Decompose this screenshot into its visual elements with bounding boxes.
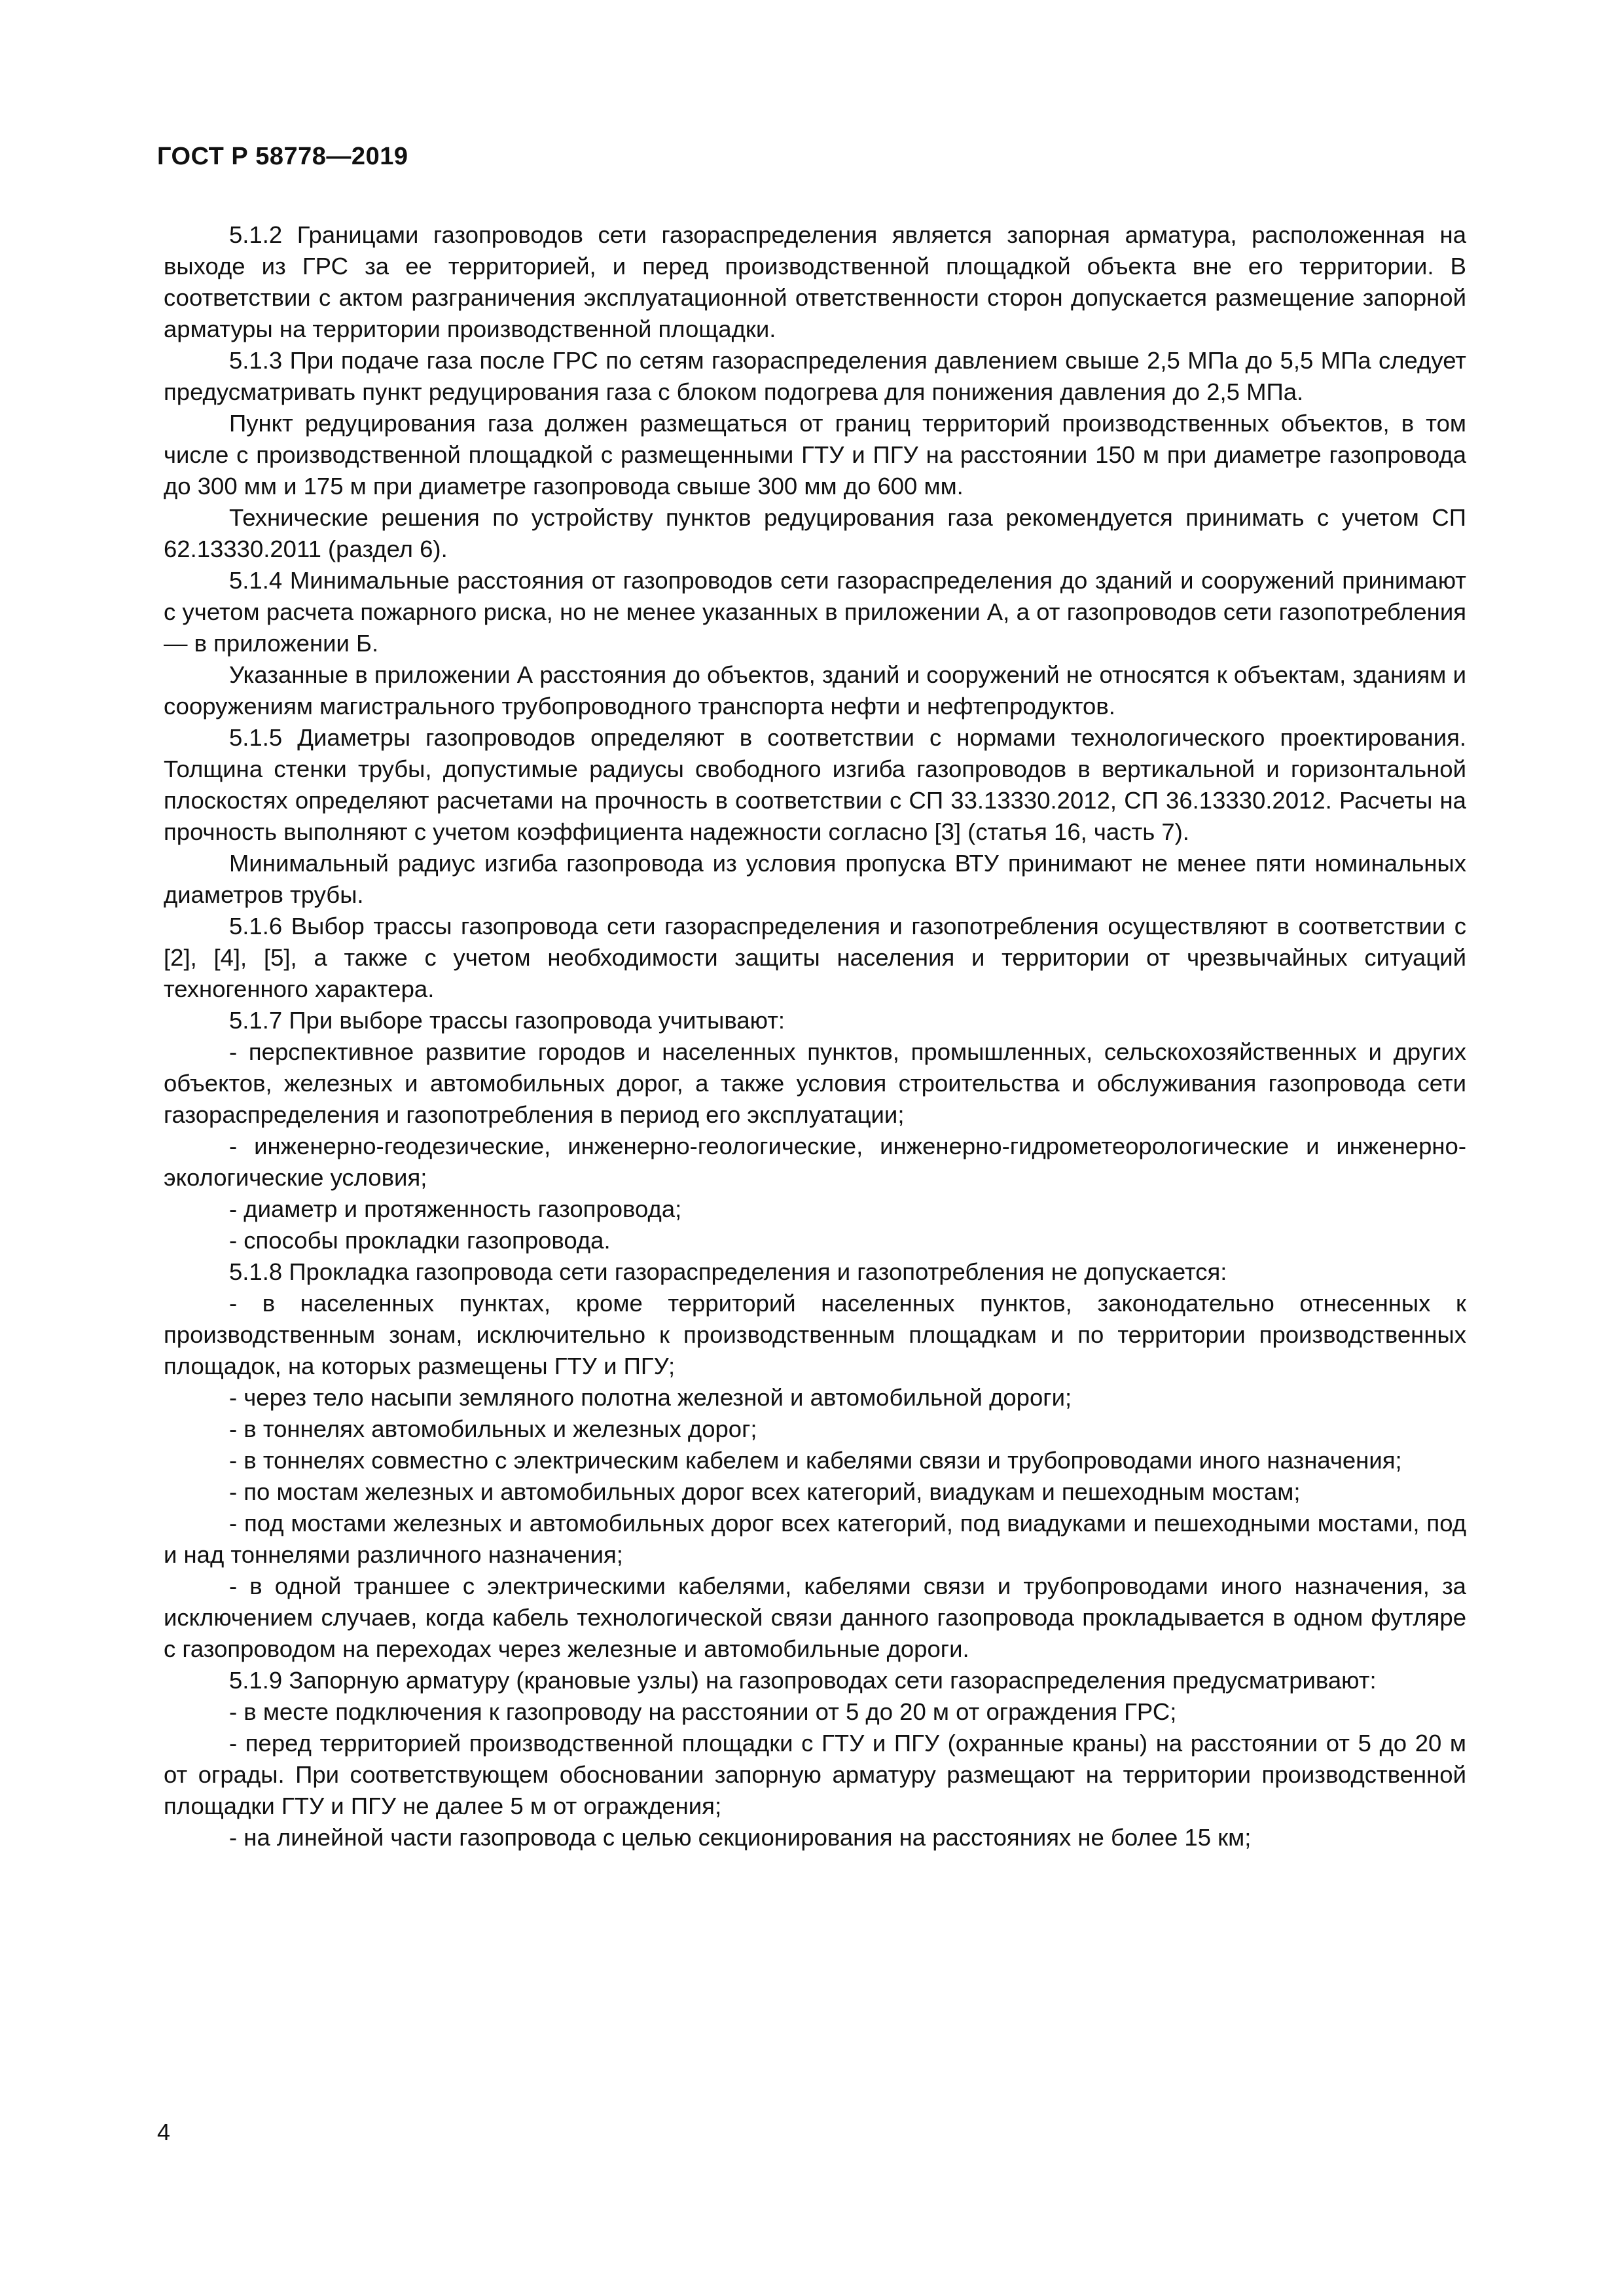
page-number: 4 [157,2119,171,2145]
paragraph-5-1-9: 5.1.9 Запорную арматуру (крановые узлы) на газопроводах сети газораспределения предусматривают: [229,1667,1377,1694]
list-item: - в одной траншее с электрическими кабелями, кабелями связи и трубопроводами иного назначения, за исключением случаев, когда кабель технологической связи данного газопровода прокладывается в одном футляре с газопроводом на переходах через железные и автомобильные дороги. [164,1573,1466,1662]
list-item: - в населенных пунктах, кроме территорий населенных пунктов, законодательно отнесенных к производственным зонам, исключительно к производственным площадкам и по территории производственных площадок, на которых размещены ГТУ и ПГУ; [164,1290,1466,1379]
list-item: - по мостам железных и автомобильных дорог всех категорий, виадукам и пешеходным мостам; [229,1478,1301,1505]
paragraph: Указанные в приложении А расстояния до объектов, зданий и сооружений не относятся к объектам, зданиям и сооружениям магистрального трубопроводного транспорта нефти и нефтепродуктов. [164,661,1466,720]
paragraph-5-1-3: 5.1.3 При подаче газа после ГРС по сетям газораспределения давлением свыше 2,5 МПа до 5,5 МПа следует предусматривать пункт редуцирования газа с блоком подогрева для понижения давления до 2,5 МПа. [164,347,1466,405]
paragraph-5-1-4: 5.1.4 Минимальные расстояния от газопроводов сети газораспределения до зданий и сооружений принимают с учетом расчета пожарного риска, но не менее указанных в приложении А, а от газопроводов сети газопотребления — в приложении Б. [164,567,1466,657]
paragraph-5-1-2: 5.1.2 Границами газопроводов сети газораспределения является запорная арматура, расположенная на выходе из ГРС за ее территорией, и перед производственной площадкой объекта вне его территории. В соответствии с актом разграничения эксплуатационной ответственности сторон допускается размещение запорной арматуры на территории производственной площадки. [164,221,1466,342]
list-item: - инженерно-геодезические, инженерно-геологические, инженерно-гидрометеорологические и инженерно-экологические условия; [164,1133,1466,1191]
document-header: ГОСТ Р 58778—2019 [157,143,408,170]
paragraph: Технические решения по устройству пунктов редуцирования газа рекомендуется принимать с учетом СП 62.13330.2011 (раздел 6). [164,504,1466,562]
paragraph-5-1-5: 5.1.5 Диаметры газопроводов определяют в соответствии с нормами технологического проектирования. Толщина стенки трубы, допустимые радиусы свободного изгиба газопроводов в вертикальной и горизонтальной плоскостях определяют расчетами на прочность в соответствии с СП 33.13330.2012, СП 36.13330.2012. Расчеты на прочность выполняют с учетом коэффициента надежности согласно [3] (статья 16, часть 7). [164,724,1466,845]
list-item: - под мостами железных и автомобильных дорог всех категорий, под виадуками и пешеходными мостами, под и над тоннелями различного назначения; [164,1510,1466,1568]
paragraph: Пункт редуцирования газа должен размещаться от границ территорий производственных объектов, в том числе с производственной площадкой с размещенными ГТУ и ПГУ на расстоянии 150 м при диаметре газопровода до 300 мм и 175 м при диаметре газопровода свыше 300 мм до 600 мм. [164,410,1466,500]
list-item: - в месте подключения к газопроводу на расстоянии от 5 до 20 м от ограждения ГРС; [229,1698,1177,1725]
list-item: - диаметр и протяженность газопровода; [229,1195,682,1222]
list-item: - в тоннелях автомобильных и железных дорог; [229,1415,757,1442]
list-item: - способы прокладки газопровода. [229,1227,611,1254]
paragraph-5-1-8: 5.1.8 Прокладка газопровода сети газораспределения и газопотребления не допускается: [229,1258,1227,1285]
list-item: - перед территорией производственной площадки с ГТУ и ПГУ (охранные краны) на расстоянии от 5 до 20 м от ограды. При соответствующем обосновании запорную арматуру размещают на территории производственной площадки ГТУ и ПГУ не далее 5 м от ограждения; [164,1730,1466,1819]
paragraph-5-1-6: 5.1.6 Выбор трассы газопровода сети газораспределения и газопотребления осуществляют в соответствии с [2], [4], [5], а также с учетом необходимости защиты населения и территории от чрезвычайных ситуаций техногенного характера. [164,913,1466,1002]
list-item: - перспективное развитие городов и населенных пунктов, промышленных, сельскохозяйственных и других объектов, железных и автомобильных дорог, а также условия строительства и обслуживания газопровода сети газораспределения и газопотребления в период его эксплуатации; [164,1038,1466,1128]
list-item: - через тело насыпи земляного полотна железной и автомобильной дороги; [229,1384,1072,1411]
paragraph: Минимальный радиус изгиба газопровода из условия пропуска ВТУ принимают не менее пяти номинальных диаметров трубы. [164,850,1466,908]
list-item: - в тоннелях совместно с электрическим кабелем и кабелями связи и трубопроводами иного назначения; [229,1447,1402,1474]
list-item: - на линейной части газопровода с целью секционирования на расстояниях не более 15 км; [229,1824,1252,1851]
document-body [164,219,1466,1853]
paragraph-5-1-7: 5.1.7 При выборе трассы газопровода учитывают: [229,1007,785,1034]
